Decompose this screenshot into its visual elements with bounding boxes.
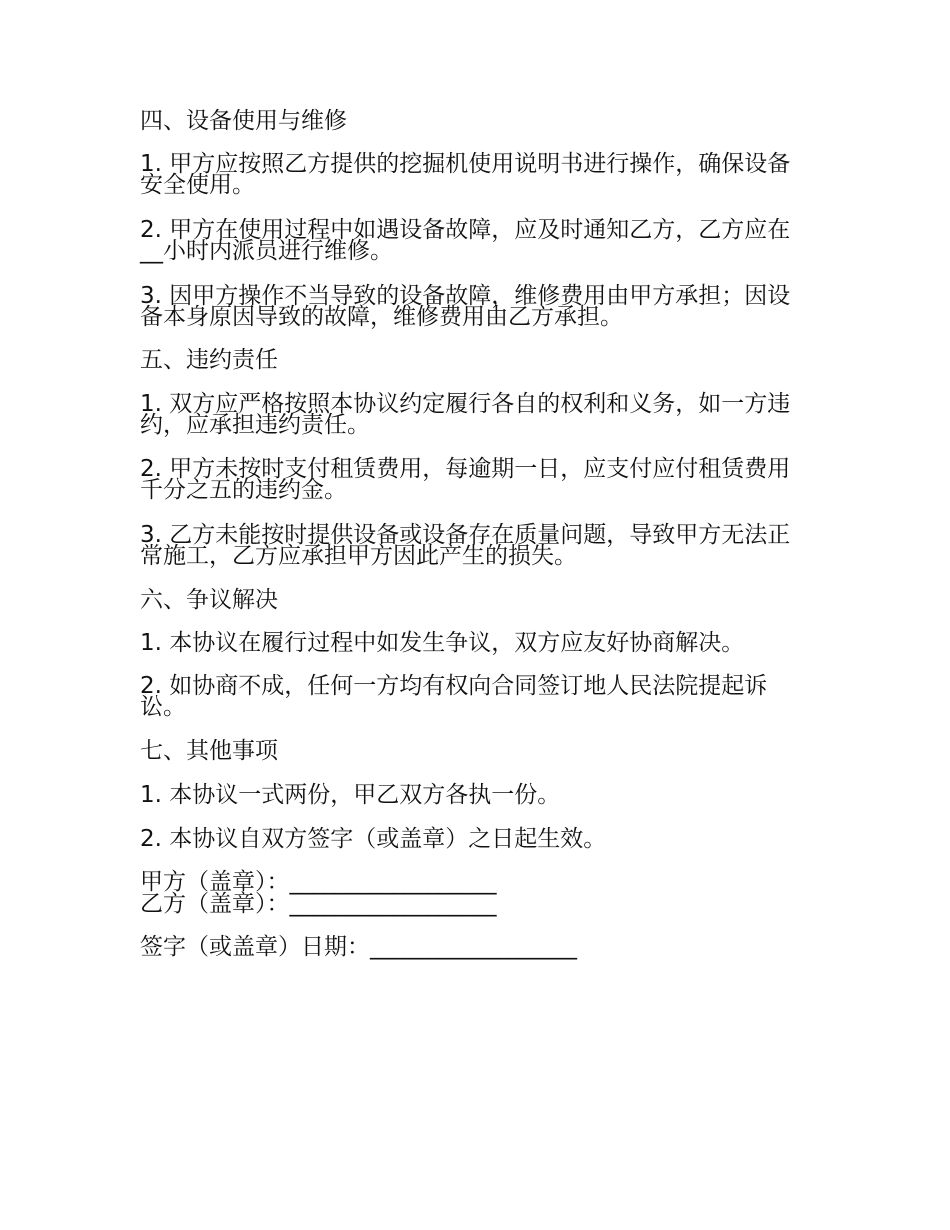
clause: 1. 甲方应按照乙方提供的挖掘机使用说明书进行操作，确保设备安全使用。 (140, 151, 791, 198)
signature-date-line: 签字（或盖章）日期：__________________ (140, 934, 577, 960)
section-heading: 六、争议解决 (140, 587, 278, 613)
clause: 2. 甲方在使用过程中如遇设备故障，应及时通知乙方，乙方应在__小时内派员进行维修。 (140, 217, 791, 264)
clause: 1. 本协议在履行过程中如发生争议，双方应友好协商解决。 (140, 630, 745, 656)
clause: 3. 因甲方操作不当导致的设备故障，维修费用由甲方承担；因设备本身原因导致的故障，维修费用由乙方承担。 (140, 283, 791, 330)
section-heading: 四、设备使用与维修 (140, 108, 347, 134)
clause: 1. 本协议一式两份，甲乙双方各执一份。 (140, 782, 561, 808)
clause: 1. 双方应严格按照本协议约定履行各自的权利和义务，如一方违约，应承担违约责任。 (140, 391, 791, 438)
section-heading: 七、其他事项 (140, 738, 278, 764)
clause: 3. 乙方未能按时提供设备或设备存在质量问题，导致甲方无法正常施工，乙方应承担甲方因此产生的损失。 (140, 522, 791, 569)
clause: 2. 甲方未按时支付租赁费用，每逾期一日，应支付应付租赁费用千分之五的违约金。 (140, 456, 791, 503)
section-heading: 五、违约责任 (140, 347, 278, 373)
clause: 2. 如协商不成，任何一方均有权向合同签订地人民法院提起诉讼。 (140, 673, 768, 720)
party-b-signature-line: 乙方（盖章）：__________________ (140, 891, 497, 917)
clause: 2. 本协议自双方签字（或盖章）之日起生效。 (140, 826, 607, 852)
party-a-signature-line: 甲方（盖章）：__________________ (140, 869, 497, 895)
